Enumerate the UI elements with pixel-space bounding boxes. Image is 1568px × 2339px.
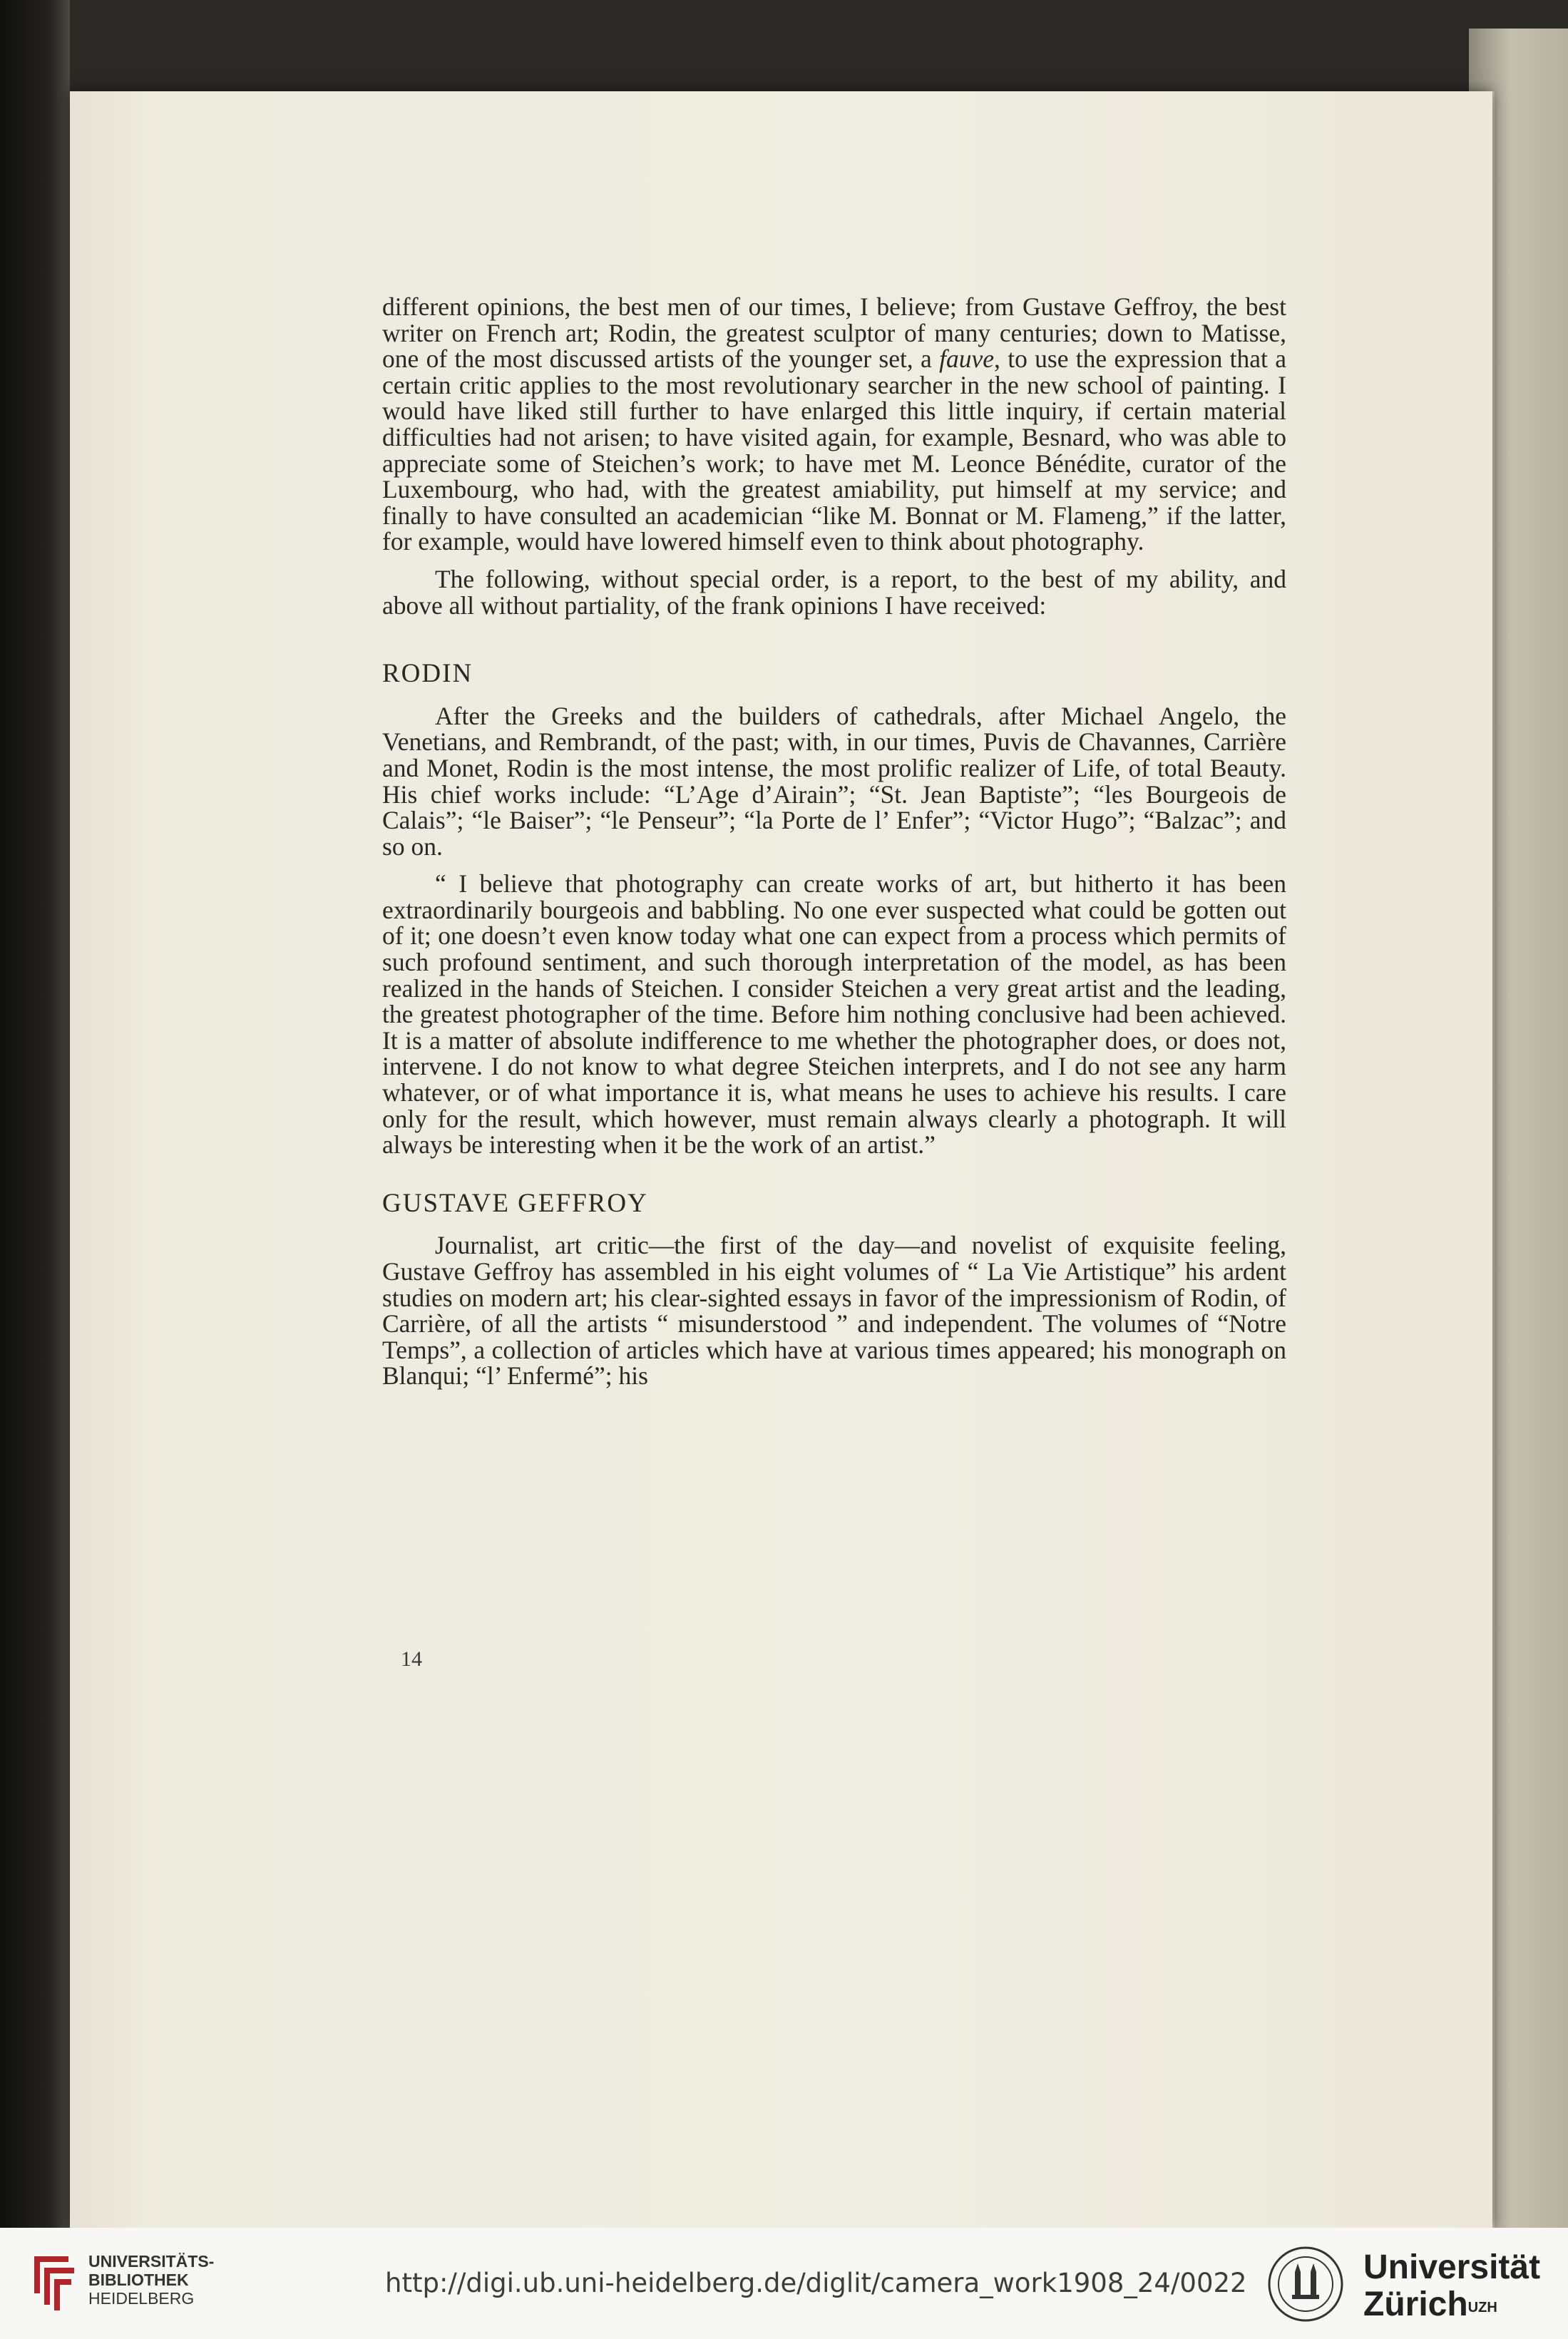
uzh-name [1363,2249,1540,2323]
uzh-seal-icon [1266,2245,1345,2323]
library-name [88,2252,214,2308]
rodin-paragraph-1: After the Greeks and the builders of cathedrals, after Michael Angelo, the Venetians, and Rembrandt, of the past; with, in our times, Puvis de Chavannes, Carrière and Monet, Rodin is the most intense, the most prolific realizer of Life, of total Beauty. His chief works include: “L’Age d’Airain”; “St. Jean Baptiste”; “les Bourgeois de Calais”; “le Baiser”; “le Penseur”; “la Porte de l’ Enfer”; “Victor Hugo”; “Balzac”; and so on. [382,701,1286,861]
geffroy-paragraph: Journalist, art critic—the first of the day—and novelist of exquisite feeling, Gustave Geffroy has assembled in his eight volumes of “ La Vie Artistique” his ardent studies on modern art; his clear-sighted essays in favor of the impressionism of Rodin, of Carrière, of all the artists “ misunderstood ” and independent. The volumes of “Notre Temps”, a collection of articles which have at various times appeared; his monograph on Blanqui; “l’ Enfermé”; his [382,1231,1286,1391]
page-number: 14 [401,1647,422,1671]
uzh-name-zurich: Zürich [1363,2286,1468,2323]
section-heading-rodin: RODIN [382,659,473,689]
italic-word: fauve [939,344,994,374]
university-library-logo-icon [27,2249,80,2315]
uzh-name-line2 [1363,2286,1540,2323]
footer-bar [0,2228,1568,2339]
uzh-superscript: UZH [1467,2300,1497,2315]
library-name-line3: HEIDELBERG [88,2289,195,2308]
library-name-line2: BIBLIOTHEK [88,2271,189,2289]
document-url[interactable]: http://digi.ub.uni-heidelberg.de/diglit/camera_work1908_24/0022 [385,2268,1247,2298]
uzh-name-line1: Universität [1363,2248,1541,2286]
library-name-line1: UNIVERSITÄTS- [88,2252,215,2271]
rodin-quote-paragraph: “ I believe that photography can create works of art, but hitherto it has been extraordinarily bourgeois and babbling. No one ever suspected what could be gotten out of it; one doesn’t even know today what one can expect from a process which permits of such profound sentiment, and such thorough interpretation of the model, as has been realized in the hands of Steichen. I consider Steichen a very great artist and the leading, the greatest photographer of the time. Before him nothing conclusive had been achieved. It is a matter of absolute indifference to me whether the photographer does, or does not, intervene. I do not know to what degree Steichen interprets, and I do not see any harm whatever, or of what importance it is, what means he uses to achieve his results. I care only for the result, which however, must remain always clearly a photograph. It will always be interesting when it be the work of an artist.” [382,869,1286,1160]
text-block [382,294,1286,1389]
binding-shadow [0,0,70,2228]
intro-paragraph-2: The following, without special order, is a report, to the best of my ability, and above all without partiality, of the frank opinions I have received: [382,564,1286,620]
intro-paragraph: different opinions, the best men of our times, I believe; from Gustave Geffroy, the best writer on French art; Rodin, the greatest sculptor of many centuries; down to Matisse, one of the most discussed artists of the younger set, a fauve, to use the expression that a certain critic applies to the most revolutionary searcher in the new school of painting. I would have liked still further to have enlarged this little inquiry, if certain material difficulties had not arisen; to have visited again, for example, Besnard, who was able to appreciate some of Steichen’s work; to have met M. Leonce Bénédite, curator of the Luxembourg, who had, with the greatest amiability, put himself at my service; and finally to have consulted an academician “like M. Bonnat or M. Flameng,” if the latter, for example, would have lowered himself even to think about photography. [382,292,1286,556]
section-heading-geffroy: GUSTAVE GEFFROY [382,1188,648,1218]
